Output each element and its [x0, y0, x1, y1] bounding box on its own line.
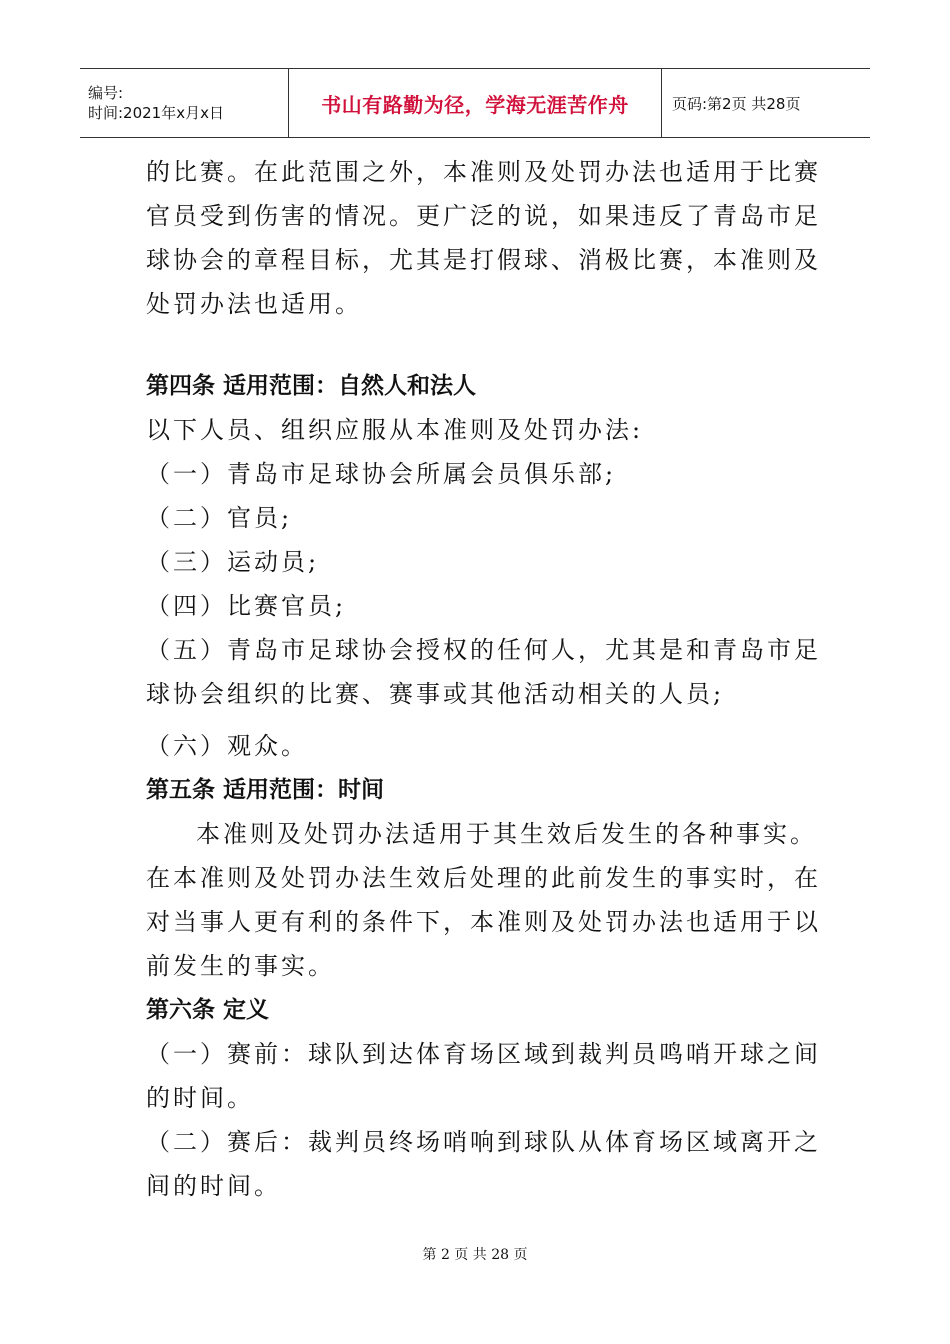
header-motto-cell [288, 69, 662, 137]
paragraph-line: 处罚办法也适用。 [146, 290, 362, 318]
paragraph-line: 本准则及处罚办法适用于其生效后发生的各种事实。 [196, 820, 817, 848]
paragraph-line: 球协会的章程目标，尤其是打假球、消极比赛，本准则及 [146, 246, 821, 274]
article-4-intro: 以下人员、组织应服从本准则及处罚办法: [146, 416, 644, 444]
time-label: 时间:2021年x月x日 [88, 104, 224, 122]
list-item: （一）青岛市足球协会所属会员俱乐部; [146, 460, 617, 488]
list-item: （四）比赛官员; [146, 592, 347, 620]
article-4-heading: 第四条 适用范围：自然人和法人 [146, 373, 477, 399]
paragraph-line: 间的时间。 [146, 1172, 281, 1200]
paragraph-line: 官员受到伤害的情况。更广泛的说，如果违反了青岛市足 [146, 202, 821, 230]
list-item: 球协会组织的比赛、赛事或其他活动相关的人员; [146, 680, 725, 708]
list-item: （三）运动员; [146, 548, 320, 576]
page-footer: 第 2 页 共 28 页 [422, 1247, 528, 1263]
paragraph-line: 的比赛。在此范围之外，本准则及处罚办法也适用于比赛 [146, 158, 821, 186]
list-item: （五）青岛市足球协会授权的任何人，尤其是和青岛市足 [146, 636, 821, 664]
article-5-heading: 第五条 适用范围：时间 [146, 777, 385, 803]
document-header [80, 68, 870, 138]
article-6-heading: 第六条 定义 [146, 997, 270, 1023]
number-label: 编号: [88, 84, 124, 102]
paragraph-line: 对当事人更有利的条件下，本准则及处罚办法也适用于以 [146, 908, 821, 936]
list-item: （二）官员; [146, 504, 293, 532]
header-page-info-cell [662, 69, 870, 137]
paragraph-line: 前发生的事实。 [146, 952, 335, 980]
paragraph-line: 的时间。 [146, 1084, 254, 1112]
paragraph-line: （一）赛前：球队到达体育场区域到裁判员鸣哨开球之间 [146, 1040, 821, 1068]
paragraph-line: （二）赛后：裁判员终场哨响到球队从体育场区域离开之 [146, 1128, 821, 1156]
page-info: 页码:第2页 共28页 [672, 94, 801, 113]
document-body [146, 150, 821, 1208]
header-meta [80, 69, 288, 137]
list-item: （六）观众。 [146, 732, 308, 760]
motto-text: 书山有路勤为径，学海无涯苦作舟 [321, 92, 629, 117]
paragraph-line: 在本准则及处罚办法生效后处理的此前发生的事实时，在 [146, 864, 821, 892]
